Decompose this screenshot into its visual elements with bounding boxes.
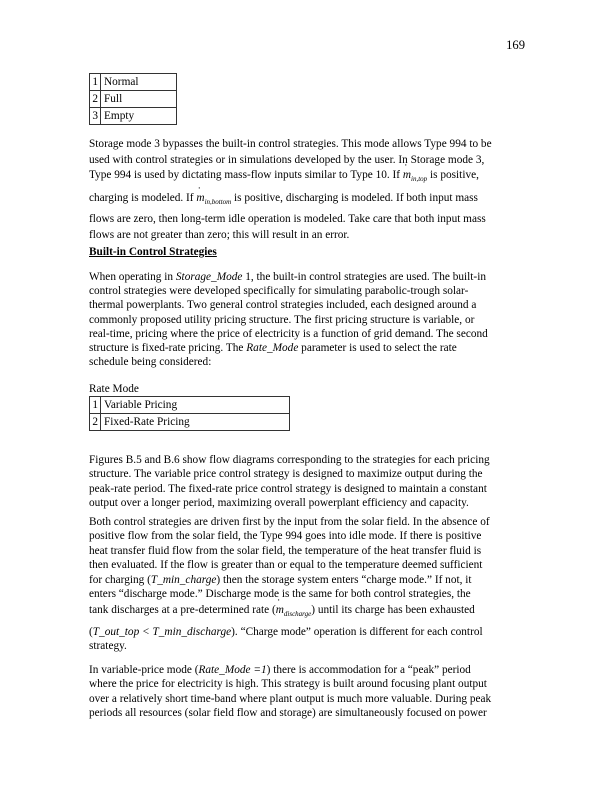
text-line: Storage mode 3 bypasses the built-in control strategies. This mode allows Type 994 to be — [89, 138, 492, 150]
text-line: for charging (T_min_charge) then the storage system enters “charge mode.” If not, it — [89, 573, 472, 586]
table-cell-index: 3 — [90, 108, 101, 125]
table-cell-label: Variable Pricing — [101, 397, 290, 414]
paragraph-figures — [89, 453, 529, 511]
table-cell-index: 1 — [90, 74, 101, 91]
text-line: commonly proposed utility pricing structure. The first pricing structure is variable, or — [89, 313, 475, 326]
text-line: charging is modeled. If ˙ $m_{in,bottom}$ is positive, discharging is modeled. If both input mass — [89, 191, 529, 211]
table-cell-label: Empty — [101, 108, 177, 125]
text-line: tank discharges at a pre-determined rate (˙ $m_{discharge}$) until its charge has been exhausted — [89, 603, 529, 621]
text-line: used with control strategies or in simulations developed by the user. In Storage mode 3, — [89, 153, 485, 166]
text-line: When operating in Storage_Mode 1, the built-in control strategies are used. The built-in — [89, 271, 486, 283]
text-line: thermal powerplants. Two general control strategies included, each designed around a — [89, 299, 477, 312]
text-line: heat transfer fluid flow from the solar field, the temperature of the heat transfer fluid is — [89, 544, 482, 557]
text-line: Type 994 is used by dictating mass-flow inputs similar to Type 10. If ˙ $m_{in,top}$ is positive, — [89, 168, 529, 188]
page-number: 169 — [506, 38, 525, 52]
paragraph-both-strategies — [89, 515, 529, 654]
text-line: then evaluated. If the flow is greater than or equal to the temperature deemed sufficient — [89, 559, 483, 572]
section-heading: Built-in Control Strategies — [89, 246, 217, 258]
text-line: control strategies were developed specifically for simulating parabolic-trough solar- — [89, 285, 469, 298]
text-line: structure. The variable price control strategy is designed to maximize output during the — [89, 468, 483, 481]
table-cell-index: 2 — [90, 91, 101, 108]
text-line: output over a longer period, maximizing overall powerplant efficiency and capacity. — [89, 497, 469, 510]
table-cell-label: Fixed-Rate Pricing — [101, 414, 290, 431]
paragraph-builtin — [89, 270, 529, 369]
text-line: where the price for electricity is high. This strategy is built around focusing plant output — [89, 678, 487, 691]
text-line: positive flow from the solar field, the Type 994 goes into idle mode. If there is positive — [89, 530, 482, 543]
paragraph-storage-mode — [89, 137, 529, 244]
table-cell-index: 1 — [90, 397, 101, 414]
text-line: flows are not greater than zero; this will result in an error. — [89, 228, 350, 241]
rate-mode-label: Rate Mode — [89, 383, 139, 395]
table-cell-label: Normal — [101, 74, 177, 91]
text-line: In variable-price mode (Rate_Mode =1) there is accommodation for a “peak” period — [89, 664, 471, 676]
rate-mode-table — [89, 396, 290, 431]
text-line: real-time, pricing where the price of electricity is a function of grid demand. The second — [89, 327, 488, 340]
mass-flow-symbol: ˙ m — [196, 192, 204, 204]
table-row — [90, 397, 290, 414]
storage-mode-table — [89, 73, 177, 125]
text-line: Both control strategies are driven first by the input from the solar field. In the absence of — [89, 516, 490, 528]
mass-flow-symbol: ˙ m — [276, 604, 284, 616]
text-line: flows are zero, then long-term idle operation is modeled. Take care that both input mass — [89, 213, 486, 226]
table-row — [90, 108, 177, 125]
text-line: structure is fixed-rate pricing. The Rate_Mode parameter is used to select the rate — [89, 342, 457, 355]
text-line: strategy. — [89, 640, 127, 653]
table-row — [90, 74, 177, 91]
text-line: schedule being considered: — [89, 356, 212, 369]
table-row — [90, 91, 177, 108]
text-line: Figures B.5 and B.6 show flow diagrams corresponding to the strategies for each pricing — [89, 454, 490, 466]
text-line: enters “discharge mode.” Discharge mode is the same for both control strategies, the — [89, 588, 471, 601]
text-line: peak-rate period. The fixed-rate price control strategy is designed to maintain a constant — [89, 482, 487, 495]
table-row — [90, 414, 290, 431]
table-cell-label: Full — [101, 91, 177, 108]
paragraph-variable-price — [89, 663, 529, 721]
text-line: periods all resources (solar field flow and storage) are simultaneously focused on power — [89, 707, 487, 720]
mass-flow-symbol: ˙ m — [403, 169, 411, 181]
text-line: (T_out_top < T_min_discharge). “Charge mode” operation is different for each control — [89, 625, 483, 638]
text-line: over a relatively short time-band where plant output is much more valuable. During peak — [89, 692, 492, 705]
table-cell-index: 2 — [90, 414, 101, 431]
